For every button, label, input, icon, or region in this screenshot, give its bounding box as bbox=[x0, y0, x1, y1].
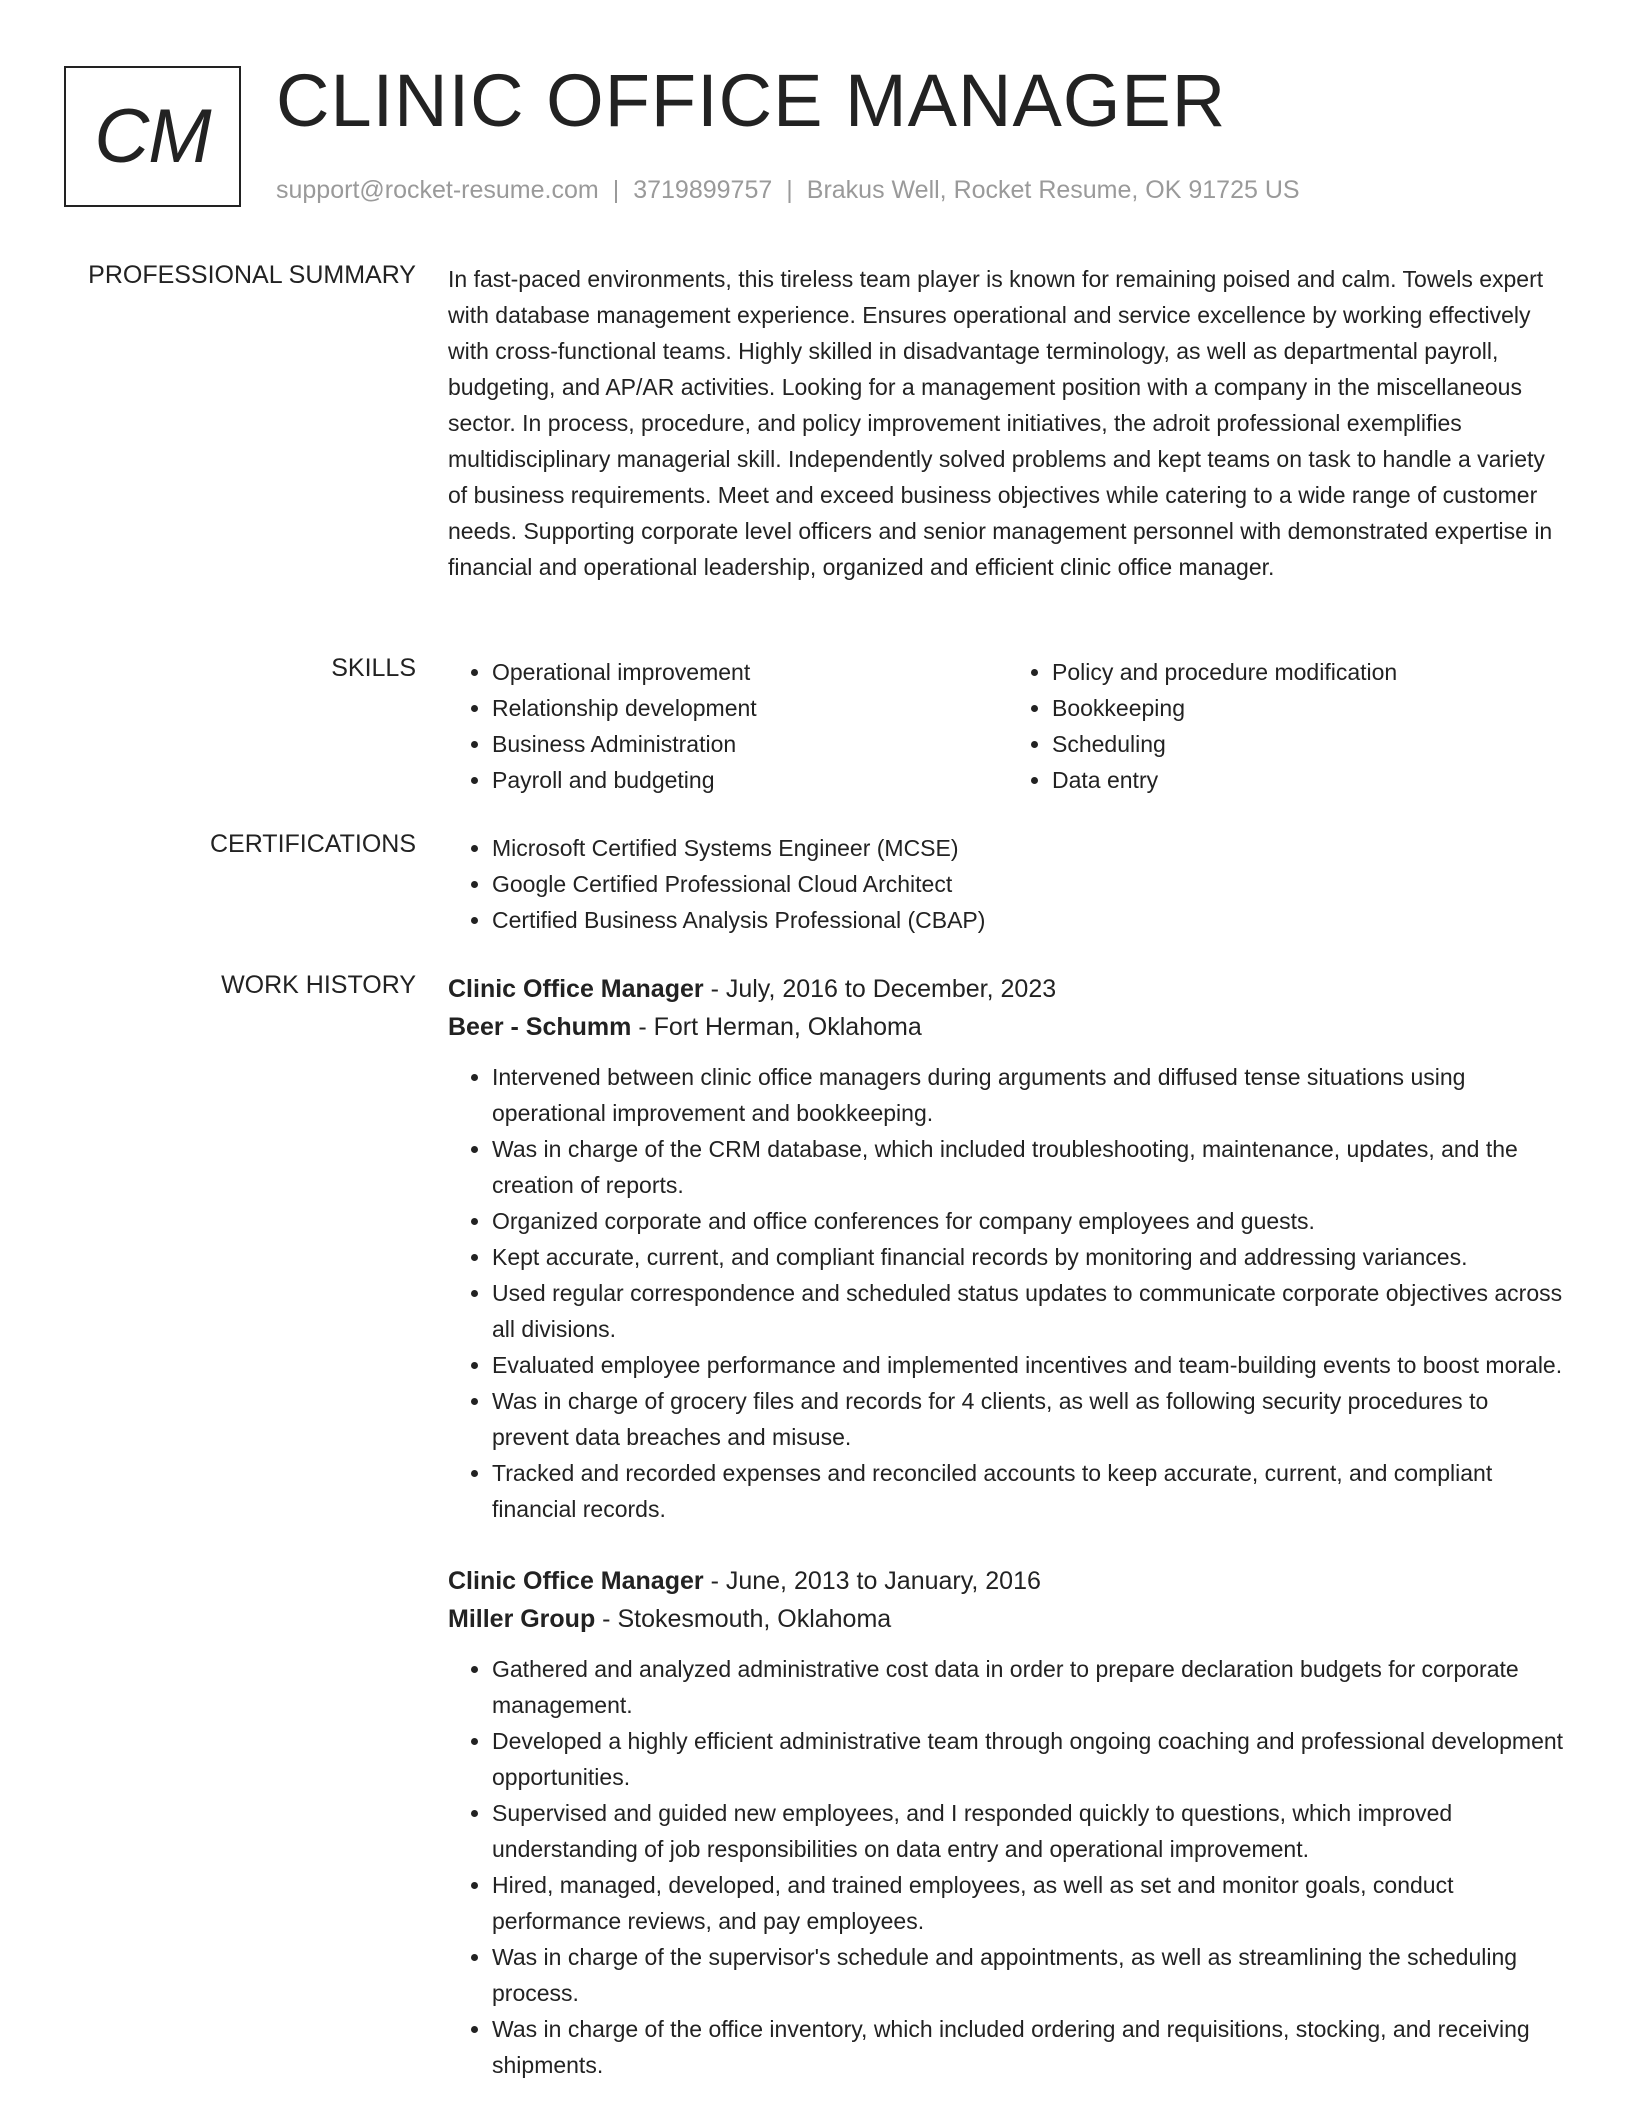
job-bullet: • Was in charge of the supervisor's schedule and appointments, as well as streamlining the scheduling process. bbox=[492, 1939, 1568, 2011]
section-label-certifications: CERTIFICATIONS bbox=[209, 830, 416, 858]
contact-address: Brakus Well, Rocket Resume, OK 91725 US bbox=[806, 176, 1300, 204]
skills-list-left bbox=[448, 654, 1008, 798]
certification-item: • Microsoft Certified Systems Engineer (MCSE) bbox=[492, 830, 1568, 866]
job-location: - Fort Herman, Oklahoma bbox=[631, 1013, 922, 1041]
job-bullet: • Tracked and recorded expenses and reconciled accounts to keep accurate, current, and compliant financial records. bbox=[492, 1455, 1568, 1527]
skill-item: • Bookkeeping bbox=[1052, 690, 1568, 726]
skills-list-right bbox=[1008, 654, 1568, 798]
job-dates: - July, 2016 to December, 2023 bbox=[703, 975, 1057, 1003]
section-label-summary: PROFESSIONAL SUMMARY bbox=[88, 261, 416, 289]
skill-item: • Policy and procedure modification bbox=[1052, 654, 1568, 690]
job-dates: - June, 2013 to January, 2016 bbox=[703, 1567, 1041, 1595]
skill-item: • Scheduling bbox=[1052, 726, 1568, 762]
job-bullet: • Gathered and analyzed administrative cost data in order to prepare declaration budgets for corporate management. bbox=[492, 1651, 1568, 1723]
contact-separator: | bbox=[612, 176, 620, 204]
skill-item: • Relationship development bbox=[492, 690, 1008, 726]
work-history-body bbox=[448, 971, 1568, 2083]
monogram-initials: CM bbox=[94, 94, 211, 179]
job-bullets bbox=[448, 1059, 1568, 1527]
section-label-skills: SKILLS bbox=[331, 654, 416, 682]
resume-title: CLINIC OFFICE MANAGER bbox=[276, 59, 1227, 142]
skill-item: • Business Administration bbox=[492, 726, 1008, 762]
certifications-body bbox=[448, 830, 1568, 938]
job-title-line bbox=[448, 971, 1568, 1007]
job-bullet: • Hired, managed, developed, and trained employees, as well as set and monitor goals, conduct performance reviews, and pay employees. bbox=[492, 1867, 1568, 1939]
skill-item: • Payroll and budgeting bbox=[492, 762, 1008, 798]
job-company-line bbox=[448, 1599, 1568, 1639]
job-bullet: • Developed a highly efficient administrative team through ongoing coaching and professional development opportunities. bbox=[492, 1723, 1568, 1795]
job-title-line bbox=[448, 1563, 1568, 1599]
job-bullet: • Was in charge of the CRM database, which included troubleshooting, maintenance, updates, and the creation of reports. bbox=[492, 1131, 1568, 1203]
job-bullets bbox=[448, 1651, 1568, 2083]
job-title: Clinic Office Manager bbox=[448, 975, 704, 1003]
job-company-line bbox=[448, 1007, 1568, 1047]
contact-email[interactable]: support@rocket-resume.com bbox=[276, 176, 599, 204]
job-bullet: • Supervised and guided new employees, and I responded quickly to questions, which improved understanding of job responsibilities on data entry and operational improvement. bbox=[492, 1795, 1568, 1867]
job-location: - Stokesmouth, Oklahoma bbox=[595, 1605, 892, 1633]
certifications-list bbox=[448, 830, 1568, 938]
job-bullet: • Used regular correspondence and scheduled status updates to communicate corporate objectives across all divisions. bbox=[492, 1275, 1568, 1347]
monogram-badge bbox=[64, 66, 241, 207]
section-label-work-history: WORK HISTORY bbox=[221, 971, 416, 999]
certification-item: • Google Certified Professional Cloud Architect bbox=[492, 866, 1568, 902]
contact-separator: | bbox=[786, 176, 793, 204]
job-company: Miller Group bbox=[448, 1605, 596, 1633]
certification-item: • Certified Business Analysis Professional (CBAP) bbox=[492, 902, 1568, 938]
contact-line bbox=[276, 176, 1300, 205]
skill-item: • Data entry bbox=[1052, 762, 1568, 798]
summary-body bbox=[448, 261, 1568, 585]
job-company: Beer - Schumm bbox=[448, 1013, 632, 1041]
job-bullet: • Organized corporate and office conferences for company employees and guests. bbox=[492, 1203, 1568, 1239]
job-bullet: • Intervened between clinic office managers during arguments and diffused tense situations using operational improvement and bookkeeping. bbox=[492, 1059, 1568, 1131]
summary-text: In fast-paced environments, this tireless team player is known for remaining poised and calm. Towels expert with database management experience. Ensures operational and service excellence by working effectively with cross-functional teams. Highly skilled in disadvantage terminology, as well as departmental payroll, budgeting, and AP/AR activities. Looking for a management position with a company in the miscellaneous sector. In process, procedure, and policy improvement initiatives, the adroit professional exemplifies multidisciplinary managerial skill. Independently solved problems and kept teams on task to handle a variety of business requirements. Meet and exceed business objectives while catering to a wide range of customer needs. Supporting corporate level officers and senior management personnel with demonstrated expertise in financial and operational leadership, organized and efficient clinic office manager. bbox=[448, 266, 1553, 580]
job-title: Clinic Office Manager bbox=[448, 1567, 704, 1595]
job-bullet: • Evaluated employee performance and implemented incentives and team-building events to boost morale. bbox=[492, 1347, 1568, 1383]
job-entry bbox=[448, 1563, 1568, 2083]
skill-item: • Operational improvement bbox=[492, 654, 1008, 690]
job-bullet: • Kept accurate, current, and compliant financial records by monitoring and addressing variances. bbox=[492, 1239, 1568, 1275]
skills-grid bbox=[448, 654, 1568, 798]
contact-phone[interactable]: 3719899757 bbox=[633, 176, 773, 204]
job-bullet: • Was in charge of the office inventory, which included ordering and requisitions, stocking, and receiving shipments. bbox=[492, 2011, 1568, 2083]
job-bullet: • Was in charge of grocery files and records for 4 clients, as well as following security procedures to prevent data breaches and misuse. bbox=[492, 1383, 1568, 1455]
job-entry bbox=[448, 971, 1568, 1527]
